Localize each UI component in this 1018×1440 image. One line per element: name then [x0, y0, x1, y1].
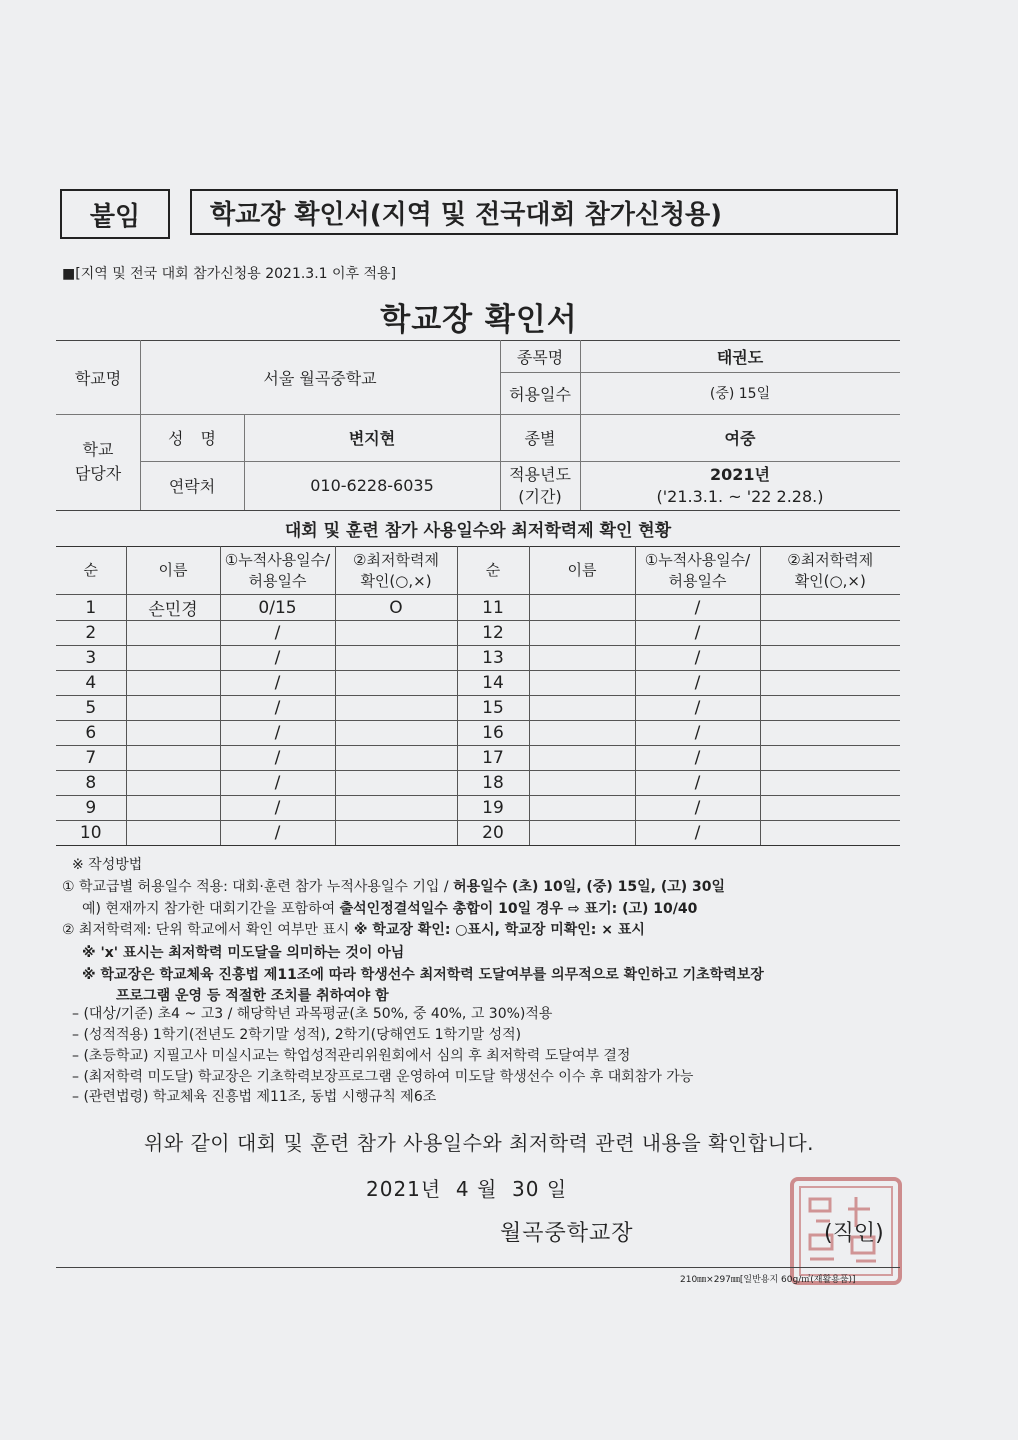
- usage-days: /: [635, 821, 760, 846]
- usage-days: /: [220, 671, 335, 696]
- student-name: [529, 796, 635, 821]
- year-label: 적용년도 (기간): [509, 464, 571, 506]
- name-value: 변지현: [348, 429, 396, 448]
- instruction-line: ※ 학교장은 학교체육 진흥법 제11조에 따라 학생선수 최저학력 도달여부를 의무적으로 확인하고 기초학력보장: [82, 967, 764, 983]
- usage-days: /: [220, 646, 335, 671]
- row-number: 10: [56, 821, 126, 846]
- allowed-days-label: 허용일수: [509, 384, 571, 404]
- instruction-line: – (대상/기준) 초4 ~ 고3 / 해당학년 과목평균(초 50%, 중 40%, 고 30%)적용: [72, 1006, 553, 1022]
- date-text: 2021년 4 월 30 일: [366, 1177, 568, 1201]
- instruction-line: – (초등학교) 지필고사 미실시교는 학업성적관리위원회에서 심의 후 최저학력 도달여부 결정: [72, 1048, 631, 1064]
- row-number: 6: [56, 721, 126, 746]
- instruction-line: ① 학교급별 허용일수 적용: 대회·훈련 참가 누적사용일수 기입 / 허용일수 (초) 10일, (중) 15일, (고) 30일: [62, 879, 726, 895]
- table-row: [56, 796, 900, 821]
- table-row: [56, 646, 900, 671]
- min-check: [335, 771, 457, 796]
- header-name-2: 이름: [529, 547, 635, 595]
- min-check: [760, 595, 900, 621]
- min-check: [335, 796, 457, 821]
- usage-days: /: [635, 621, 760, 646]
- category-label: 종별: [524, 429, 556, 448]
- table-row: [56, 721, 900, 746]
- instruction-line: 프로그램 운영 등 적절한 조치를 취하여야 함: [116, 988, 389, 1004]
- row-number: 15: [457, 696, 529, 721]
- usage-days: /: [220, 696, 335, 721]
- attachment-label: [60, 189, 170, 239]
- min-check: [335, 646, 457, 671]
- header-title-box: [190, 189, 898, 235]
- row-number: 3: [56, 646, 126, 671]
- min-check: [760, 821, 900, 846]
- min-check: [335, 821, 457, 846]
- instruction-line: – (최저학력 미도달) 학교장은 기초학력보장프로그램 운영하여 미도달 학생선수 이수 후 대회참가 가능: [72, 1069, 694, 1085]
- contact-value: 010-6228-6035: [310, 476, 434, 495]
- header-name: 이름: [126, 547, 220, 595]
- manager-label: 학교 담당자: [74, 440, 122, 483]
- usage-days: /: [220, 721, 335, 746]
- table-header-row: [56, 547, 900, 595]
- row-number: 17: [457, 746, 529, 771]
- student-name: [529, 771, 635, 796]
- header-title: 학교장 확인서(지역 및 전국대회 참가신청용): [210, 199, 723, 230]
- row-number: 4: [56, 671, 126, 696]
- student-name: [126, 696, 220, 721]
- name-label: 성 명: [168, 429, 216, 448]
- student-name: [529, 595, 635, 621]
- student-name: [529, 671, 635, 696]
- row-number: 19: [457, 796, 529, 821]
- usage-days: /: [220, 821, 335, 846]
- min-check: [335, 671, 457, 696]
- row-number: 13: [457, 646, 529, 671]
- student-name: [126, 796, 220, 821]
- paper-spec: 210㎜×297㎜[일반용지 60g/㎡(재활용품)]: [680, 1275, 856, 1285]
- table-row: [56, 595, 900, 621]
- table-row: [56, 746, 900, 771]
- min-check: [760, 671, 900, 696]
- min-check: [760, 621, 900, 646]
- student-name: [529, 646, 635, 671]
- row-number: 5: [56, 696, 126, 721]
- min-check: [760, 646, 900, 671]
- header-no: 순: [56, 547, 126, 595]
- section-title: 대회 및 훈련 참가 사용일수와 최저학력제 확인 현황: [284, 521, 672, 541]
- principal-name: 월곡중학교장: [500, 1221, 634, 1246]
- min-check: [760, 696, 900, 721]
- student-name: [126, 721, 220, 746]
- year-value: 2021년 ('21.3.1. ~ '22 2.28.): [656, 464, 824, 506]
- row-number: 20: [457, 821, 529, 846]
- min-check: [760, 721, 900, 746]
- instruction-line: ② 최저학력제: 단위 학교에서 확인 여부만 표시 ※ 학교장 확인: ○표시, 학교장 미확인: × 표시: [62, 922, 645, 938]
- min-check: [335, 696, 457, 721]
- category-value: 여중: [724, 429, 756, 448]
- min-check: [335, 746, 457, 771]
- page-title: 학교장 확인서: [380, 302, 578, 338]
- header-days-2: ①누적사용일수/ 허용일수: [635, 547, 760, 595]
- min-check: [760, 796, 900, 821]
- school-label: 학교명: [74, 368, 122, 388]
- row-number: 14: [457, 671, 529, 696]
- student-name: [529, 621, 635, 646]
- row-number: 16: [457, 721, 529, 746]
- usage-table: [56, 546, 900, 846]
- row-number: 9: [56, 796, 126, 821]
- student-name: [126, 771, 220, 796]
- row-number: 8: [56, 771, 126, 796]
- table-row: [56, 821, 900, 846]
- bottom-divider: [56, 1267, 900, 1268]
- table-row: [56, 621, 900, 646]
- allowed-days-value: (중) 15일: [709, 386, 771, 402]
- usage-days: /: [635, 671, 760, 696]
- header-min-check: ②최저학력제 확인(○,×): [335, 547, 457, 595]
- instruction-line: – (관련법령) 학교체육 진흥법 제11조, 동법 시행규칙 제6조: [72, 1089, 437, 1105]
- attachment-label-text: 붙임: [89, 201, 141, 232]
- row-number: 7: [56, 746, 126, 771]
- student-name: [529, 821, 635, 846]
- student-name: [529, 721, 635, 746]
- min-check: [335, 621, 457, 646]
- min-check: [760, 771, 900, 796]
- row-number: 11: [457, 595, 529, 621]
- header-days: ①누적사용일수/ 허용일수: [220, 547, 335, 595]
- usage-days: /: [220, 771, 335, 796]
- table-row: [56, 771, 900, 796]
- seal-label: (직인): [824, 1221, 884, 1246]
- student-name: [126, 671, 220, 696]
- row-number: 2: [56, 621, 126, 646]
- row-number: 18: [457, 771, 529, 796]
- student-name: [126, 646, 220, 671]
- usage-days: /: [635, 721, 760, 746]
- subnote: ■[지역 및 전국 대회 참가신청용 2021.3.1 이후 적용]: [62, 266, 397, 282]
- student-name: [529, 696, 635, 721]
- min-check: [335, 721, 457, 746]
- student-name: [529, 746, 635, 771]
- min-check: [760, 746, 900, 771]
- instruction-line: 예) 현재까지 참가한 대회기간을 포함하여 출석인정결석일수 총합이 10일 경우 ⇨ 표기: (고) 10/40: [82, 901, 698, 917]
- usage-days: /: [635, 746, 760, 771]
- usage-days: /: [220, 746, 335, 771]
- header-no-2: 순: [457, 547, 529, 595]
- row-number: 12: [457, 621, 529, 646]
- usage-days: /: [220, 621, 335, 646]
- usage-days: 0/15: [220, 595, 335, 621]
- usage-days: /: [635, 646, 760, 671]
- row-number: 1: [56, 595, 126, 621]
- school-value: 서울 월곡중학교: [263, 368, 377, 388]
- usage-days: /: [635, 696, 760, 721]
- usage-days: /: [635, 796, 760, 821]
- header-min-check-2: ②최저학력제 확인(○,×): [760, 547, 900, 595]
- student-name: [126, 821, 220, 846]
- usage-days: /: [635, 771, 760, 796]
- contact-label: 연락처: [168, 477, 216, 496]
- event-label: 종목명: [516, 347, 564, 367]
- student-name: 손민경: [126, 595, 220, 621]
- student-name: [126, 746, 220, 771]
- min-check: O: [335, 595, 457, 621]
- instructions-title: ※ 작성방법: [72, 857, 143, 873]
- instruction-line: – (성적적용) 1학기(전년도 2학기말 성적), 2학기(당해연도 1학기말 성적): [72, 1027, 522, 1043]
- usage-days: /: [220, 796, 335, 821]
- student-name: [126, 621, 220, 646]
- table-row: [56, 696, 900, 721]
- usage-days: /: [635, 595, 760, 621]
- instruction-line: ※ 'x' 표시는 최저학력 미도달을 의미하는 것이 아님: [82, 945, 405, 961]
- event-value: 태권도: [716, 347, 764, 367]
- confirm-text: 위와 같이 대회 및 훈련 참가 사용일수와 최저학력 관련 내용을 확인합니다.: [143, 1131, 815, 1155]
- table-row: [56, 671, 900, 696]
